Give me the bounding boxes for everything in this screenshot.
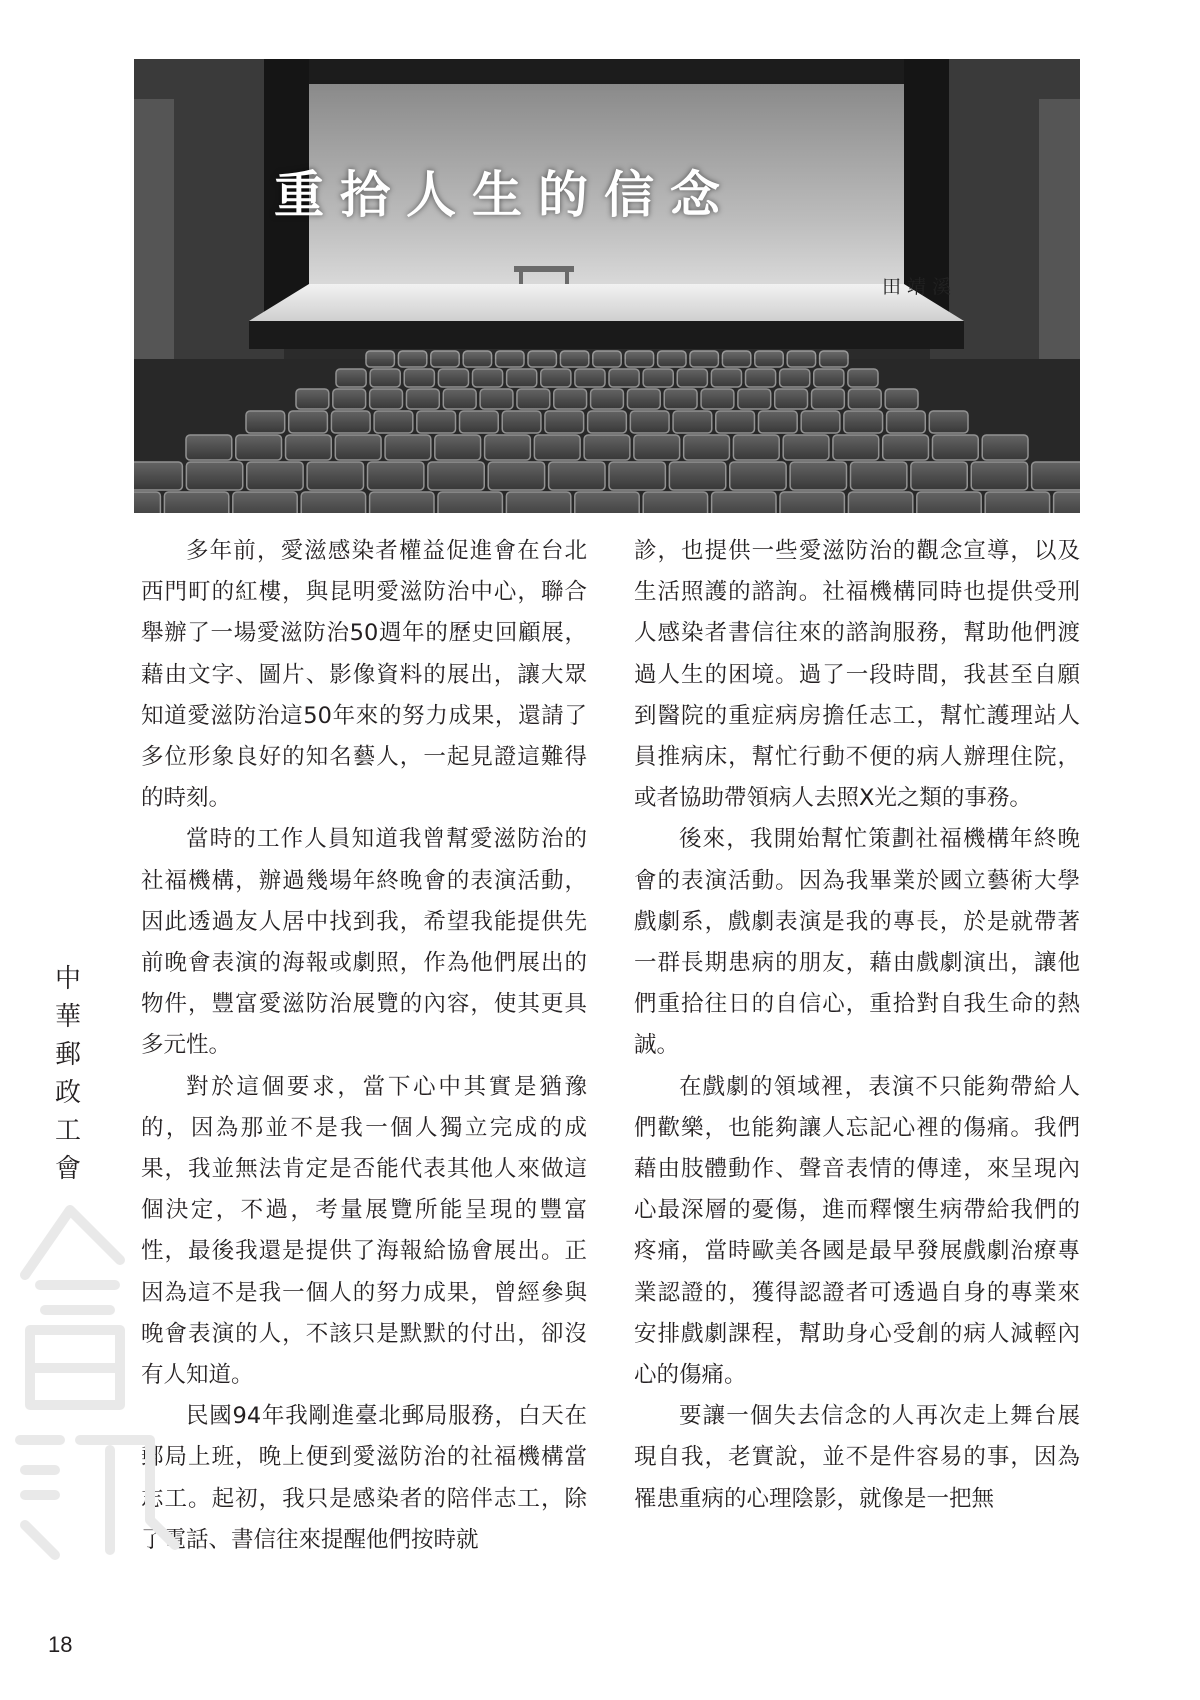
right-column — [634, 531, 1080, 1520]
page-number: 18 — [48, 1632, 73, 1657]
paragraph: 當時的工作人員知道我曾幫愛滋防治的社福機構，辦過幾場年終晚會的表演活動，因此透過友人居中找到我，希望我能提供先前晚會表演的海報或劇照，作為他們展出的物件，豐富愛滋防治展覽的內容，使其更具多元性。 — [141, 826, 587, 1059]
paragraph: 要讓一個失去信念的人再次走上舞台展現自我，老實說，並不是件容易的事，因為罹患重病的心理陰影，就像是一把無 — [634, 1403, 1080, 1512]
paragraph: 對於這個要求，當下心中其實是猶豫的，因為那並不是我一個人獨立完成的成果，我並無法肯定是否能代表其他人來做這個決定，不過，考量展覽所能呈現的豐富性，最後我還是提供了海報給協會展出。正因為這不是我一個人的努力成果，曾經參與晚會表演的人，不該只是默默的付出，卻沒有人知道。 — [141, 1073, 587, 1389]
calligraphy-watermark — [0, 1190, 190, 1620]
side-label-char: 會 — [54, 1154, 81, 1184]
paragraph: 在戲劇的領域裡，表演不只能夠帶給人們歡樂，也能夠讓人忘記心裡的傷痛。我們藉由肢體動作、聲音表情的傳達，來呈現內心最深層的憂傷，進而釋懷生病帶給我們的疼痛，當時歐美各國是最早發展戲劇治療專業認證的，獲得認證者可透過自身的專業來安排戲劇課程，幫助身心受創的病人減輕內心的傷痛。 — [634, 1073, 1080, 1389]
article-title: 重拾人生的信念 — [274, 165, 736, 224]
left-column — [141, 531, 587, 1561]
article-author: 田靖溪 — [882, 276, 958, 298]
side-label-char: 中 — [54, 964, 81, 994]
paragraph: 診，也提供一些愛滋防治的觀念宣導，以及生活照護的諮詢。社福機構同時也提供受刑人感染者書信往來的諮詢服務，幫助他們渡過人生的困境。過了一段時間，我甚至自願到醫院的重症病房擔任志工，幫忙護理站人員推病床，幫忙行動不便的病人辦理住院，或者協助帶領病人去照X光之類的事務。 — [634, 538, 1080, 812]
paragraph: 民國94年我剛進臺北郵局服務，白天在郵局上班，晚上便到愛滋防治的社福機構當志工。起初，我只是感染者的陪伴志工，除了電話、書信往來提醒他們按時就 — [141, 1403, 587, 1553]
side-label-char: 工 — [54, 1116, 81, 1146]
side-label-char: 郵 — [54, 1040, 81, 1070]
side-label-char: 政 — [54, 1078, 81, 1108]
paragraph: 後來，我開始幫忙策劃社福機構年終晚會的表演活動。因為我畢業於國立藝術大學戲劇系，戲劇表演是我的專長，於是就帶著一群長期患病的朋友，藉由戲劇演出，讓他們重拾往日的自信心，重拾對自我生命的熱誠。 — [634, 826, 1080, 1059]
paragraph: 多年前，愛滋感染者權益促進會在台北西門町的紅樓，與昆明愛滋防治中心，聯合舉辦了一場愛滋防治50週年的歷史回顧展，藉由文字、圖片、影像資料的展出，讓大眾知道愛滋防治這50年來的努力成果，還請了多位形象良好的知名藝人，一起見證這難得的時刻。 — [141, 538, 587, 812]
side-label-char: 華 — [54, 1002, 81, 1032]
publication-name-vertical — [50, 960, 86, 1188]
hero-photo — [134, 59, 1080, 513]
